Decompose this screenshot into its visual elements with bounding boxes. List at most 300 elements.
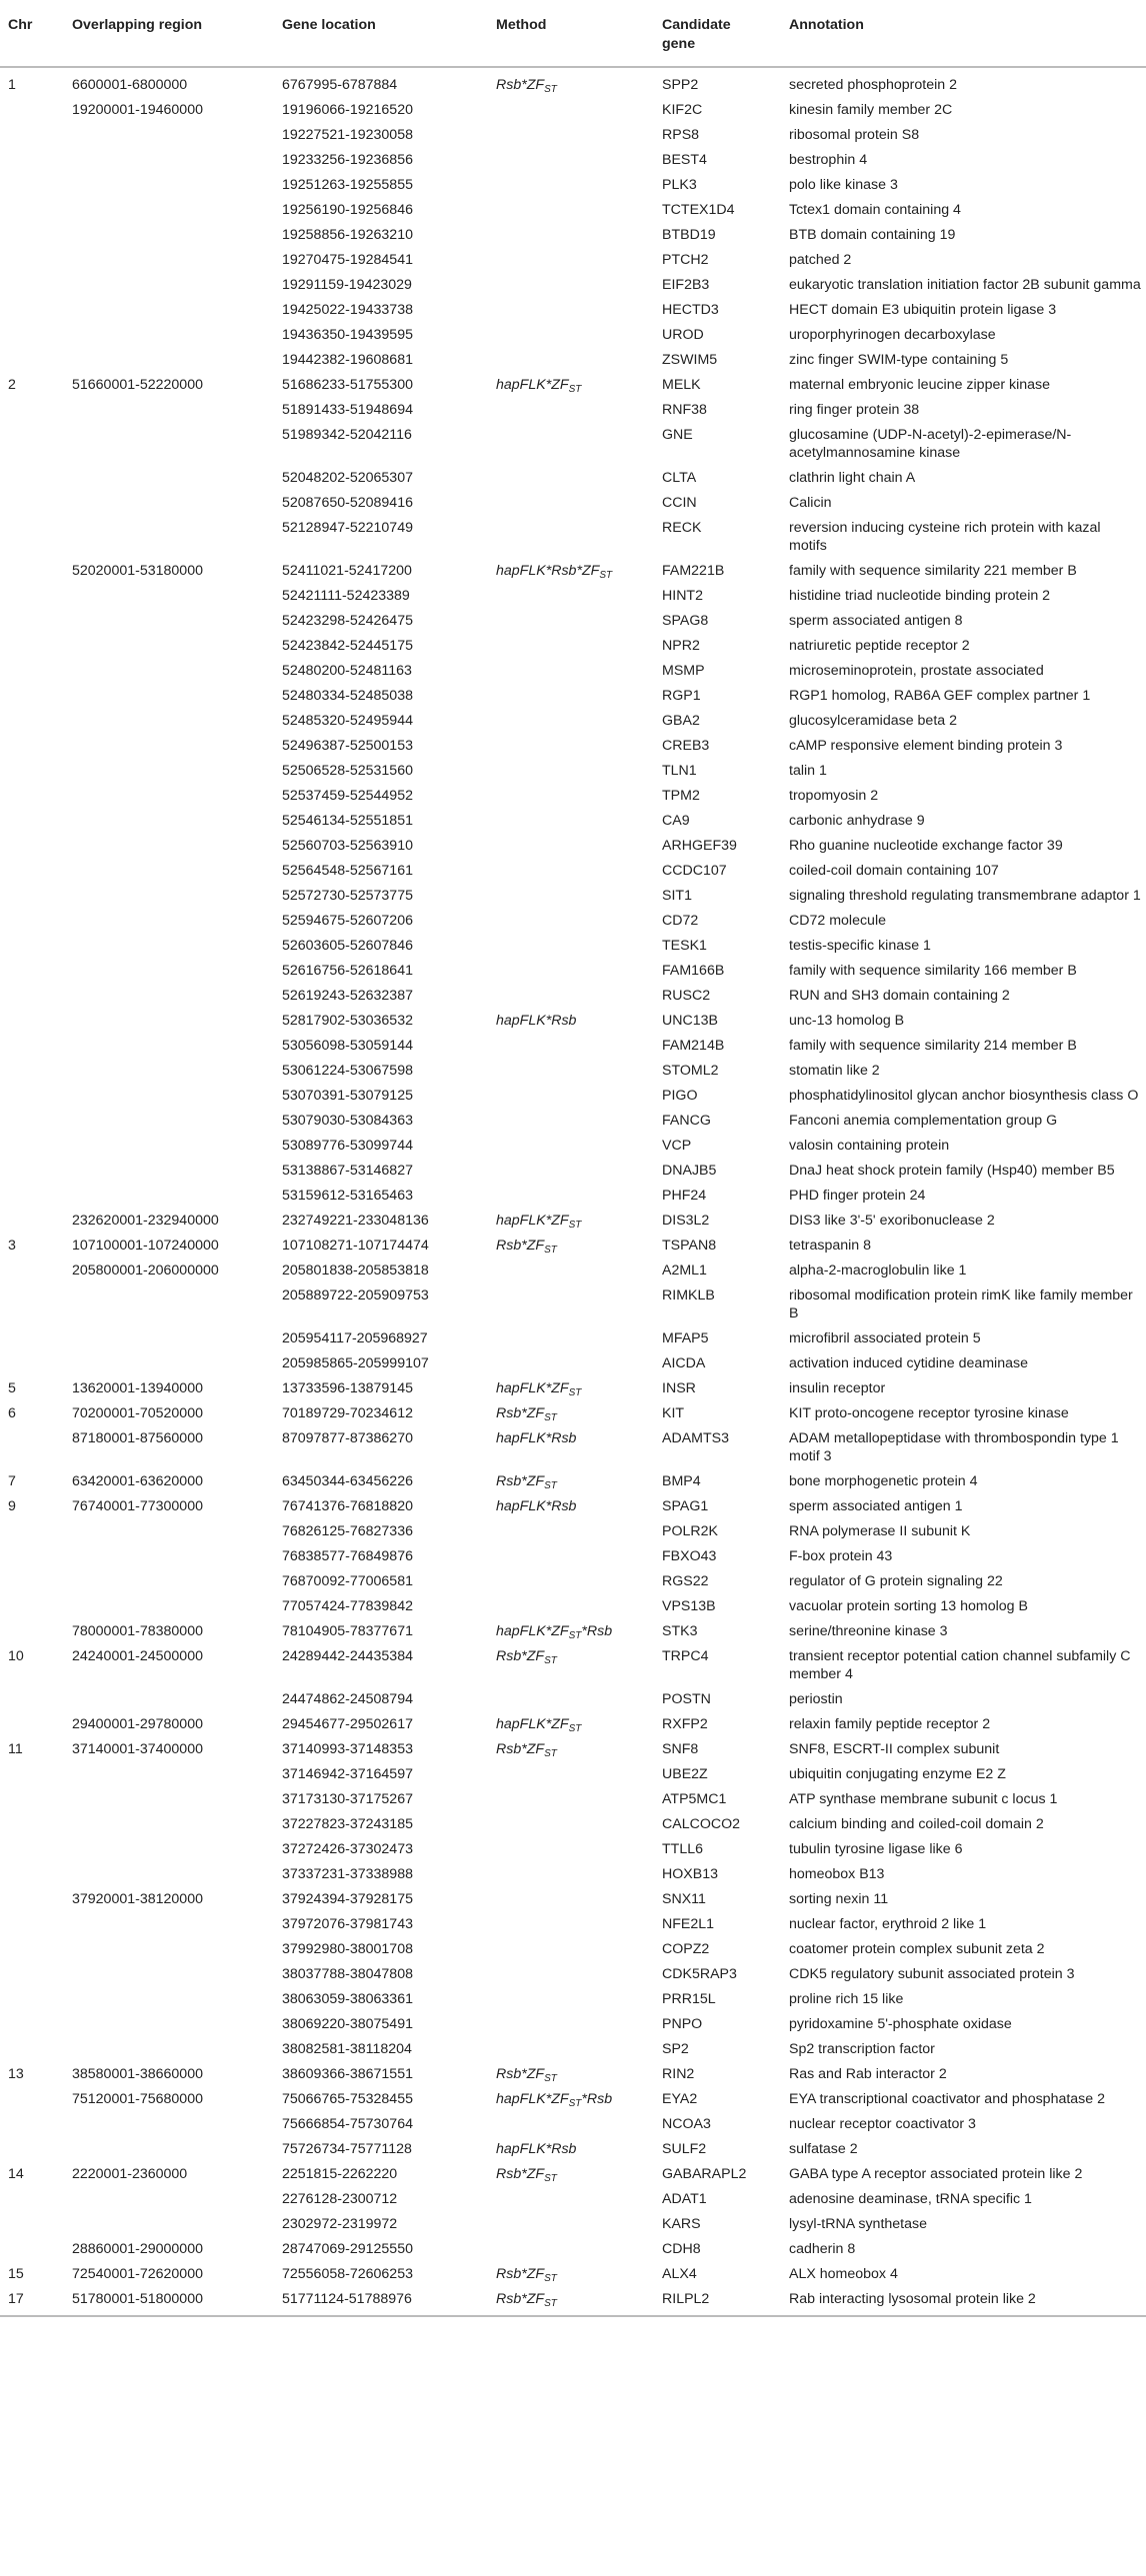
cell-chr [0,1686,64,1711]
table-row [0,858,1146,883]
cell-overlapping-region [64,783,274,808]
cell-method [488,1861,654,1886]
cell-annotation: serine/threonine kinase 3 [789,1623,948,1639]
cell-candidate-gene: MELK [662,377,701,393]
cell-chr [0,2036,64,2061]
cell-annotation: zinc finger SWIM-type containing 5 [789,352,1009,368]
cell-candidate-gene: HECTD3 [662,302,719,318]
table-row [0,1911,1146,1936]
cell-annotation: phosphatidylinositol glycan anchor biosynthesis class O [789,1088,1139,1104]
cell-gene-location: 19291159-19423029 [282,277,412,293]
table-row [0,1861,1146,1886]
cell-method [488,808,654,833]
cell-overlapping-region [64,1325,274,1350]
cell-overlapping-region: 232620001-232940000 [72,1213,219,1229]
cell-chr [0,583,64,608]
cell-annotation: SNF8, ESCRT-II complex subunit [789,1741,1000,1757]
cell-annotation: PHD finger protein 24 [789,1188,926,1204]
cell-annotation: microseminoprotein, prostate associated [789,663,1044,679]
cell-chr [0,883,64,908]
cell-annotation: carbonic anhydrase 9 [789,813,925,829]
cell-annotation: coatomer protein complex subunit zeta 2 [789,1941,1045,1957]
cell-candidate-gene: CLTA [662,470,697,486]
cell-overlapping-region [64,122,274,147]
cell-candidate-gene: FAM221B [662,563,725,579]
cell-annotation: RNA polymerase II subunit K [789,1523,971,1539]
table-row [0,1400,1146,1425]
cell-gene-location: 19442382-19608681 [282,352,413,368]
cell-candidate-gene: CCIN [662,495,697,511]
cell-annotation: family with sequence similarity 166 member B [789,963,1077,979]
cell-gene-location: 52603605-52607846 [282,938,413,954]
table-row [0,733,1146,758]
table-row [0,1208,1146,1233]
table-row [0,322,1146,347]
cell-overlapping-region [64,1811,274,1836]
cell-method [488,1158,654,1183]
cell-annotation: HECT domain E3 ubiquitin protein ligase 3 [789,302,1057,318]
cell-gene-location: 19227521-19230058 [282,127,413,143]
cell-annotation: sperm associated antigen 1 [789,1498,963,1514]
cell-chr [0,833,64,858]
cell-candidate-gene: COPZ2 [662,1941,710,1957]
cell-candidate-gene: CD72 [662,913,699,929]
table-body [0,67,1146,2311]
cell-method: $hapFLK*ZF_{ST}*Rsb$ [496,2091,613,2109]
cell-gene-location: 76741376-76818820 [282,1498,413,1514]
table-row [0,1568,1146,1593]
cell-overlapping-region [64,1568,274,1593]
cell-chr [0,2236,64,2261]
table-row [0,122,1146,147]
cell-method: $Rsb*ZF_{ST}$ [496,1405,557,1423]
cell-candidate-gene: FAM214B [662,1038,725,1054]
table-row [0,1686,1146,1711]
cell-chr [0,2186,64,2211]
cell-candidate-gene: CDH8 [662,2241,701,2257]
table-row [0,397,1146,422]
cell-gene-location: 24289442-24435384 [282,1648,413,1664]
cell-candidate-gene: SPAG8 [662,613,709,629]
cell-chr [0,1861,64,1886]
table-row [0,2061,1146,2086]
cell-gene-location: 19436350-19439595 [282,327,413,343]
cell-overlapping-region [64,658,274,683]
cell-method [488,2236,654,2261]
cell-chr [0,783,64,808]
cell-overlapping-region [64,2136,274,2161]
cell-chr [0,122,64,147]
cell-gene-location: 52423842-52445175 [282,638,413,654]
cell-gene-location: 51686233-51755300 [282,377,413,393]
cell-method: $Rsb*ZF_{ST}$ [496,1741,557,1759]
cell-overlapping-region [64,297,274,322]
cell-annotation: histidine triad nucleotide binding protein 2 [789,588,1051,604]
cell-overlapping-region [64,1593,274,1618]
cell-method [488,1518,654,1543]
cell-overlapping-region [64,2186,274,2211]
cell-annotation: ribosomal protein S8 [789,127,920,143]
cell-candidate-gene: PIGO [662,1088,698,1104]
cell-chr [0,1911,64,1936]
cell-overlapping-region: 6600001-6800000 [72,77,188,93]
cell-overlapping-region: 72540001-72620000 [72,2266,203,2282]
table-row [0,1936,1146,1961]
table-row [0,583,1146,608]
cell-overlapping-region [64,1861,274,1886]
cell-overlapping-region [64,983,274,1008]
cell-candidate-gene: SNX11 [662,1891,706,1907]
cell-annotation: proline rich 15 like [789,1991,904,2007]
cell-gene-location: 52048202-52065307 [282,470,413,486]
cell-gene-location: 38063059-38063361 [282,1991,413,2007]
cell-method [488,733,654,758]
table-row [0,708,1146,733]
table-row [0,222,1146,247]
cell-method: hapFLK*Rsb [496,1430,577,1446]
cell-candidate-gene: KIT [662,1405,685,1421]
cell-annotation: family with sequence similarity 221 member B [789,563,1077,579]
table-row [0,808,1146,833]
cell-method [488,490,654,515]
table-row [0,1761,1146,1786]
cell-gene-location: 51771124-51788976 [282,2291,412,2307]
cell-overlapping-region [64,1008,274,1033]
cell-gene-location: 37337231-37338988 [282,1866,413,1882]
cell-chr [0,1711,64,1736]
table-row [0,1283,1146,1325]
table-row [0,1618,1146,1643]
cell-candidate-gene: ATP5MC1 [662,1791,727,1807]
cell-annotation: transient receptor potential cation channel subfamily C member 4 [789,1648,1131,1682]
cell-annotation: glucosylceramidase beta 2 [789,713,957,729]
cell-candidate-gene: TESK1 [662,938,707,954]
cell-chr [0,708,64,733]
cell-overlapping-region [64,247,274,272]
cell-method [488,1836,654,1861]
table-row [0,658,1146,683]
cell-chr [0,2086,64,2111]
cell-candidate-gene: MSMP [662,663,705,679]
cell-gene-location: 24474862-24508794 [282,1691,413,1707]
cell-annotation: DIS3 like 3'-5' exoribonuclease 2 [789,1213,995,1229]
cell-overlapping-region [64,808,274,833]
cell-gene-location: 52572730-52573775 [282,888,413,904]
table-row [0,297,1146,322]
cell-candidate-gene: RUSC2 [662,988,711,1004]
cell-candidate-gene: AICDA [662,1355,706,1371]
cell-overlapping-region [64,1543,274,1568]
cell-chr [0,97,64,122]
cell-candidate-gene: SNF8 [662,1741,699,1757]
cell-gene-location: 53089776-53099744 [282,1138,413,1154]
cell-annotation: alpha-2-macroglobulin like 1 [789,1263,967,1279]
table-row [0,2161,1146,2186]
cell-gene-location: 52594675-52607206 [282,913,413,929]
cell-method [488,2036,654,2061]
cell-method [488,1108,654,1133]
header-method: Method [488,0,654,67]
cell-annotation: sulfatase 2 [789,2141,858,2157]
cell-gene-location: 38037788-38047808 [282,1966,413,1982]
cell-gene-location: 52619243-52632387 [282,988,413,1004]
header-overlapping-region: Overlapping region [64,0,274,67]
cell-gene-location: 52506528-52531560 [282,763,413,779]
cell-method [488,1350,654,1375]
cell-candidate-gene: TRPC4 [662,1648,709,1664]
cell-gene-location: 205954117-205968927 [282,1330,428,1346]
cell-method: $Rsb*ZF_{ST}$ [496,2291,557,2309]
cell-gene-location: 29454677-29502617 [282,1716,413,1732]
cell-candidate-gene: HINT2 [662,588,703,604]
cell-candidate-gene: ZSWIM5 [662,352,718,368]
cell-annotation: Tctex1 domain containing 4 [789,202,961,218]
table-row [0,2136,1146,2161]
cell-overlapping-region: 52020001-53180000 [72,563,203,579]
cell-overlapping-region [64,1083,274,1108]
cell-candidate-gene: FBXO43 [662,1548,717,1564]
cell-candidate-gene: RIMKLB [662,1288,715,1303]
cell-gene-location: 52817902-53036532 [282,1013,413,1029]
cell-chr [0,2136,64,2161]
cell-overlapping-region [64,683,274,708]
cell-candidate-gene: PNPO [662,2016,703,2032]
cell-method: $hapFLK*ZF_{ST}$ [496,1380,582,1398]
cell-overlapping-region: 75120001-75680000 [72,2091,203,2107]
cell-chr [0,247,64,272]
cell-gene-location: 52546134-52551851 [282,813,413,829]
cell-chr [0,2111,64,2136]
cell-chr [0,1936,64,1961]
cell-gene-location: 19233256-19236856 [282,152,413,168]
cell-gene-location: 19270475-19284541 [282,252,413,268]
cell-chr [0,633,64,658]
cell-annotation: relaxin family peptide receptor 2 [789,1716,991,1732]
cell-overlapping-region [64,1911,274,1936]
cell-chr [0,490,64,515]
table-row [0,2261,1146,2286]
cell-candidate-gene: UNC13B [662,1013,718,1029]
table-row [0,1033,1146,1058]
cell-gene-location: 37146942-37164597 [282,1766,413,1782]
cell-overlapping-region [64,2036,274,2061]
cell-method: $hapFLK*ZF_{ST}$ [496,377,582,395]
cell-annotation: patched 2 [789,252,852,268]
cell-chr [0,1593,64,1618]
cell-gene-location: 37173130-37175267 [282,1791,413,1807]
cell-overlapping-region: 37920001-38120000 [72,1891,203,1907]
cell-chr [0,983,64,1008]
table-row [0,1133,1146,1158]
table-row [0,1008,1146,1033]
cell-candidate-gene: POSTN [662,1691,711,1707]
cell-method [488,197,654,222]
cell-gene-location: 37992980-38001708 [282,1941,413,1957]
cell-annotation: sperm associated antigen 8 [789,613,963,629]
cell-gene-location: 75066765-75328455 [282,2091,413,2107]
cell-candidate-gene: PTCH2 [662,252,709,268]
cell-annotation: talin 1 [789,763,827,779]
cell-annotation: polo like kinase 3 [789,177,898,193]
cell-chr [0,1986,64,2011]
cell-candidate-gene: FAM166B [662,963,725,979]
table-row [0,983,1146,1008]
cell-overlapping-region [64,633,274,658]
cell-chr [0,515,64,558]
table-row [0,247,1146,272]
table-row [0,1836,1146,1861]
cell-annotation: cadherin 8 [789,2241,856,2257]
cell-method: $hapFLK*ZF_{ST}$ [496,1213,582,1231]
cell-chr [0,1618,64,1643]
cell-chr [0,858,64,883]
cell-chr [0,1058,64,1083]
table-row [0,1158,1146,1183]
table-row [0,1325,1146,1350]
cell-gene-location: 70189729-70234612 [282,1405,413,1421]
table-row [0,372,1146,397]
cell-overlapping-region [64,758,274,783]
cell-method: $hapFLK*ZF_{ST}$ [496,1716,582,1734]
table-row [0,833,1146,858]
table-row [0,147,1146,172]
cell-annotation: Ras and Rab interactor 2 [789,2066,947,2082]
cell-overlapping-region [64,1686,274,1711]
cell-annotation: natriuretic peptide receptor 2 [789,638,970,654]
cell-chr [0,1425,64,1468]
cell-candidate-gene: CDK5RAP3 [662,1966,737,1982]
cell-annotation: eukaryotic translation initiation factor 2B subunit gamma [789,277,1141,293]
cell-annotation: reversion inducing cysteine rich protein with kazal motifs [789,520,1101,554]
cell-overlapping-region [64,397,274,422]
cell-candidate-gene: SIT1 [662,888,692,904]
cell-annotation: calcium binding and coiled-coil domain 2 [789,1816,1044,1832]
cell-method [488,683,654,708]
cell-method: $Rsb*ZF_{ST}$ [496,1648,557,1666]
cell-gene-location: 19258856-19263210 [282,227,413,243]
cell-chr [0,397,64,422]
cell-overlapping-region [64,515,274,558]
table-row [0,883,1146,908]
cell-annotation: secreted phosphoprotein 2 [789,77,958,93]
cell-overlapping-region [64,1961,274,1986]
cell-gene-location: 53056098-53059144 [282,1038,413,1054]
cell-method [488,1183,654,1208]
cell-gene-location: 75726734-75771128 [282,2141,412,2157]
cell-method [488,758,654,783]
cell-overlapping-region [64,1283,274,1325]
cell-annotation: kinesin family member 2C [789,102,953,118]
table-row [0,97,1146,122]
table-row [0,2011,1146,2036]
cell-method [488,1811,654,1836]
cell-gene-location: 37140993-37148353 [282,1741,413,1757]
cell-annotation: bone morphogenetic protein 4 [789,1473,978,1489]
cell-chr [0,1761,64,1786]
cell-candidate-gene: KIF2C [662,102,703,118]
cell-candidate-gene: KARS [662,2216,701,2232]
table-row [0,1543,1146,1568]
cell-overlapping-region: 37140001-37400000 [72,1741,203,1757]
cell-overlapping-region [64,1936,274,1961]
cell-chr [0,1836,64,1861]
cell-chr: 2 [8,377,16,393]
cell-candidate-gene: EYA2 [662,2091,698,2107]
cell-method [488,1283,654,1325]
cell-method [488,1986,654,2011]
table-row [0,1183,1146,1208]
cell-overlapping-region [64,322,274,347]
cell-chr [0,933,64,958]
cell-chr [0,1083,64,1108]
cell-annotation: RUN and SH3 domain containing 2 [789,988,1010,1004]
cell-chr [0,322,64,347]
cell-annotation: EYA transcriptional coactivator and phosphatase 2 [789,2091,1105,2107]
cell-candidate-gene: NFE2L1 [662,1916,715,1932]
cell-overlapping-region [64,490,274,515]
cell-overlapping-region [64,172,274,197]
cell-candidate-gene: GNE [662,427,693,443]
cell-candidate-gene: RPS8 [662,127,700,143]
cell-overlapping-region: 78000001-78380000 [72,1623,203,1639]
cell-annotation: stomatin like 2 [789,1063,880,1079]
cell-candidate-gene: RECK [662,520,702,536]
cell-candidate-gene: TTLL6 [662,1841,704,1857]
cell-annotation: signaling threshold regulating transmembrane adaptor 1 [789,888,1141,904]
cell-overlapping-region: 13620001-13940000 [72,1380,203,1396]
cell-candidate-gene: POLR2K [662,1523,718,1539]
cell-annotation: periostin [789,1691,843,1707]
table-row [0,1493,1146,1518]
cell-candidate-gene: SP2 [662,2041,689,2057]
cell-candidate-gene: TPM2 [662,788,700,804]
table-row [0,1736,1146,1761]
cell-gene-location: 205801838-205853818 [282,1263,429,1279]
cell-method: $Rsb*ZF_{ST}$ [496,2266,557,2284]
cell-method: $Rsb*ZF_{ST}$ [496,1238,557,1256]
cell-gene-location: 38609366-38671551 [282,2066,413,2082]
cell-overlapping-region [64,1786,274,1811]
cell-overlapping-region [64,708,274,733]
cell-candidate-gene: GABARAPL2 [662,2166,747,2182]
cell-annotation: clathrin light chain A [789,470,916,486]
cell-gene-location: 19251263-19255855 [282,177,413,193]
cell-chr: 14 [8,2166,24,2182]
cell-gene-location: 19196066-19216520 [282,102,413,118]
table-row [0,67,1146,97]
table-row [0,1986,1146,2011]
cell-candidate-gene: STOML2 [662,1063,719,1079]
cell-chr [0,172,64,197]
cell-method [488,1911,654,1936]
cell-method [488,272,654,297]
cell-chr [0,1158,64,1183]
header-candidate-gene [654,0,781,67]
cell-gene-location: 52485320-52495944 [282,713,413,729]
cell-overlapping-region [64,347,274,372]
cell-method [488,583,654,608]
cell-annotation: pyridoxamine 5'-phosphate oxidase [789,2016,1012,2032]
cell-overlapping-region [64,1108,274,1133]
table-row [0,197,1146,222]
cell-method [488,1761,654,1786]
cell-candidate-gene: CREB3 [662,738,710,754]
cell-annotation: ALX homeobox 4 [789,2266,898,2282]
cell-annotation: unc-13 homolog B [789,1013,905,1029]
cell-method [488,1786,654,1811]
cell-method: $Rsb*ZF_{ST}$ [496,1473,557,1491]
cell-annotation: F-box protein 43 [789,1548,893,1564]
